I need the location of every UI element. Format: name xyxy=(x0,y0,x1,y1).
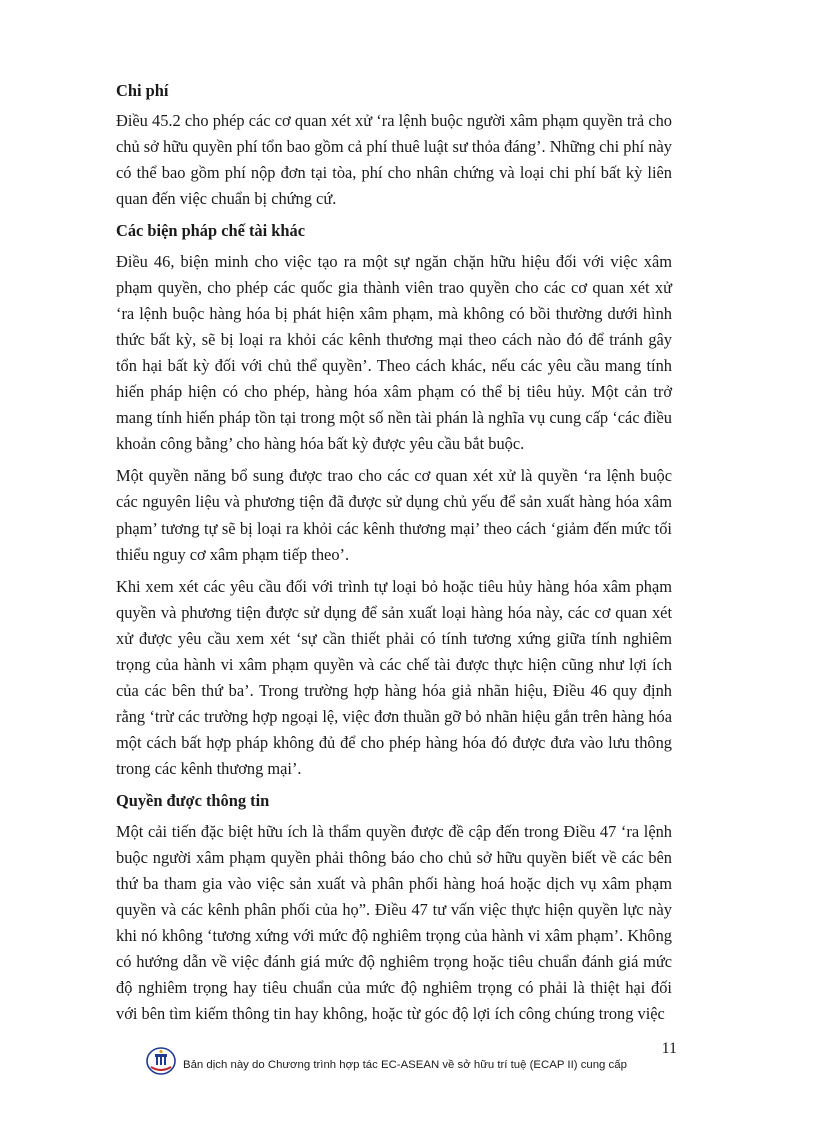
paragraph: Một quyền năng bổ sung được trao cho các cơ quan xét xử là quyền ‘ra lệnh buộc các nguyên liệu và phương tiện đã được sử dụng chủ yếu để sản xuất hàng hóa xâm phạm’ tương tự sẽ bị loại ra khỏi các kênh thương mại’ theo cách ‘giảm đến mức tối thiểu nguy cơ xâm phạm tiếp theo’. xyxy=(116,466,672,564)
section-heading: Các biện pháp chế tài khác xyxy=(116,221,305,241)
paragraph: Điều 46, biện minh cho việc tạo ra một sự ngăn chặn hữu hiệu đối với việc xâm phạm quyền, cho phép các quốc gia thành viên trao quyền cho các cơ quan xét xử ‘ra lệnh buộc hàng hóa bị phát hiện xâm phạm, mà không có bồi thường dưới hình thức bất kỳ, sẽ bị loại ra khỏi các kênh thương mại theo cách nào đó để tránh gây tổn hại bất kỳ đối với chủ thể quyền’. Theo cách khác, nếu các yêu cầu mang tính hiến pháp hiện có cho phép, hàng hóa xâm phạm có thể bị tiêu hủy. Một cản trở mang tính hiến pháp tồn tại trong một số nền tài phán là nghĩa vụ cung cấp ‘các điều khoản công bằng’ cho hàng hóa bất kỳ được yêu cầu bắt buộc. xyxy=(116,251,672,454)
ecap-logo-icon xyxy=(145,1046,177,1076)
section-costs xyxy=(116,78,672,212)
section-other-remedies xyxy=(116,218,672,782)
paragraph: Một cải tiến đặc biệt hữu ích là thẩm quyền được đề cập đến trong Điều 47 ‘ra lệnh buộc người xâm phạm quyền phải thông báo cho chủ sở hữu quyền biết về các bên thứ ba tham gia vào việc sản xuất và phân phối hàng hoá hoặc dịch vụ xâm phạm quyền và các kênh phân phối của họ”. Điều 47 tư vấn việc thực hiện quyền lực này khi nó không ‘tương xứng với mức độ nghiêm trọng của hành vi xâm phạm’. Không có hướng dẫn về việc đánh giá mức độ nghiêm trọng hoặc tiêu chuẩn đánh giá mức độ nghiêm trọng hay tiêu chuẩn của mức độ nghiêm trọng có phải là thiệt hại đối với bên tìm kiếm thông tin hay không, hoặc từ góc độ lợi ích công chúng trong việc xyxy=(116,821,672,1024)
footer xyxy=(145,1046,665,1076)
paragraph: Điều 45.2 cho phép các cơ quan xét xử ‘ra lệnh buộc người xâm phạm quyền trả cho chủ sở hữu quyền phí tổn bao gồm cả phí thuê luật sư thỏa đáng’. Những chi phí này có thể bao gồm phí nộp đơn tại tòa, phí cho nhân chứng và loại chi phí bất kỳ liên quan đến việc chuẩn bị chứng cứ. xyxy=(116,111,672,209)
section-heading: Chi phí xyxy=(116,81,169,100)
document-body xyxy=(116,78,672,1033)
section-heading: Quyền được thông tin xyxy=(116,791,270,811)
footer-text: Bản dịch này do Chương trình hợp tác EC-ASEAN về sở hữu trí tuệ (ECAP II) cung cấp xyxy=(183,1059,627,1071)
section-right-of-information xyxy=(116,788,672,1027)
page-number: 11 xyxy=(661,1040,677,1057)
paragraph: Khi xem xét các yêu cầu đối với trình tự loại bỏ hoặc tiêu hủy hàng hóa xâm phạm quyền và phương tiện được sử dụng để sản xuất loại hàng hóa này, các cơ quan xét xử được yêu cầu xem xét ‘sự cần thiết phải có tính tương xứng giữa tính nghiêm trọng của hành vi xâm phạm quyền và các chế tài được thực hiện cũng như lợi ích của các bên thứ ba’. Trong trường hợp hàng hóa giả nhãn hiệu, Điều 46 quy định rằng ‘trừ các trường hợp ngoại lệ, việc đơn thuần gỡ bỏ nhãn hiệu gắn trên hàng hóa một cách bất hợp pháp không đủ để cho phép hàng hóa đó được đưa vào lưu thông trong các kênh thương mại’. xyxy=(116,576,672,779)
